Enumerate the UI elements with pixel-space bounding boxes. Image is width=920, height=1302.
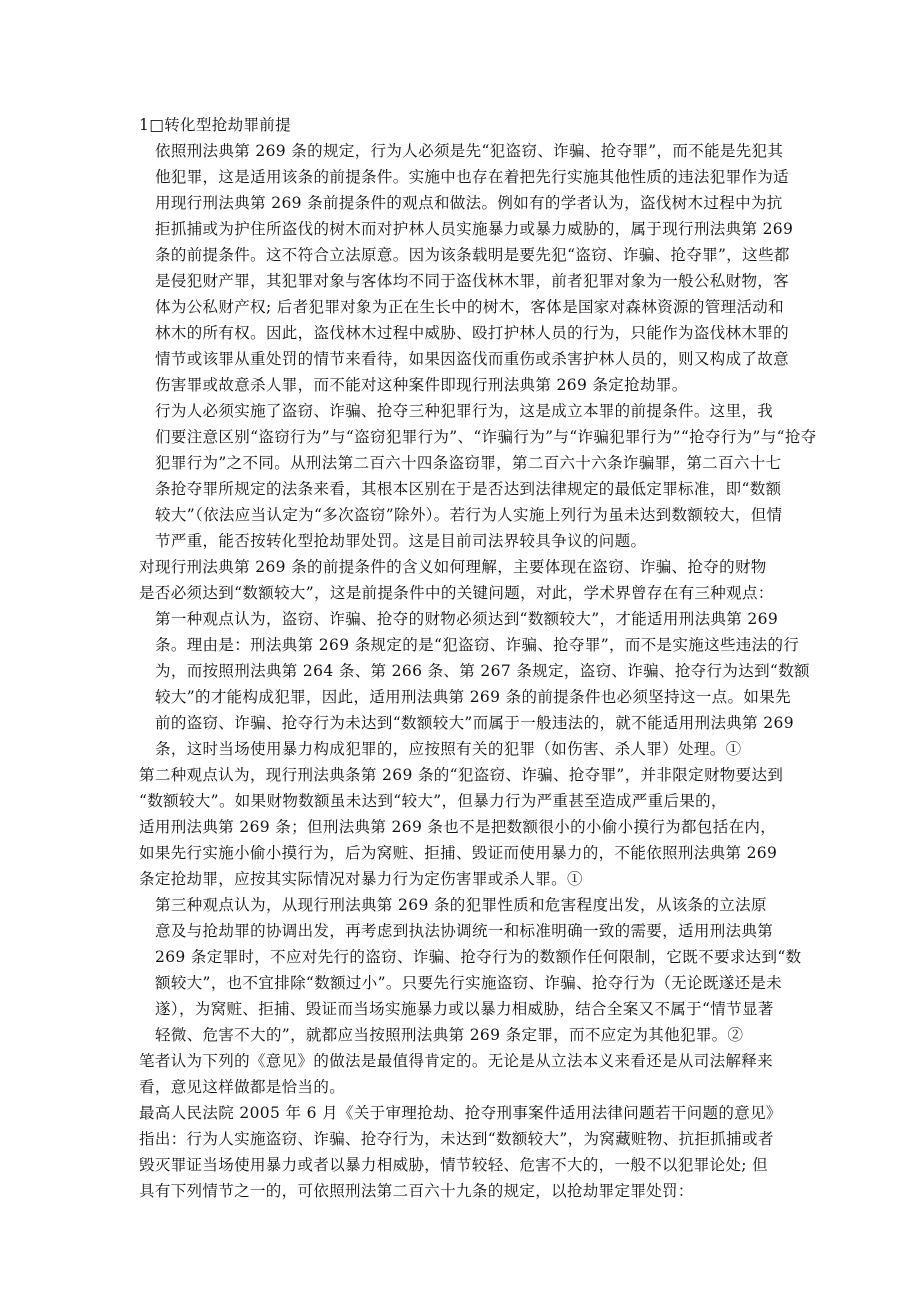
- text-line: 拒抓捕或为护住所盗伐的树木而对护林人员实施暴力或暴力威胁的，属于现行刑法典第 269: [155, 220, 794, 238]
- text-line: 第二种观点认为，现行刑法典条第 269 条的“犯盗窃、诈骗、抢夺罪”，并非限定财物要达到: [139, 766, 784, 784]
- text-line: 269 条定罪时，不应对先行的盗窃、诈骗、抢夺行为的数额作任何限制，它既不要求达到“数: [155, 948, 802, 966]
- text-line: 第一种观点认为，盗窃、诈骗、抢夺的财物必须达到“数额较大”，才能适用刑法典第 269: [155, 610, 779, 628]
- text-line: 意及与抢劫罪的协调出发，再考虑到执法协调统一和标准明确一致的需要，适用刑法典第: [155, 922, 774, 940]
- text-line: 是侵犯财产罪，其犯罪对象与客体均不同于盗伐林木罪，前者犯罪对象为一般公私财物，客: [155, 272, 790, 290]
- text-line: 最高人民法院 2005 年 6 月《关于审理抢劫、抢夺刑事案件适用法律问题若干问题的意见》: [139, 1104, 782, 1122]
- text-line: 条，这时当场使用暴力构成犯罪的，应按照有关的犯罪（如伤害、杀人罪）处理。①: [155, 740, 742, 758]
- paragraph: [139, 398, 817, 554]
- text-line: 依照刑法典第 269 条的规定，行为人必须是先“犯盗窃、诈骗、抢夺罪”，而不能是先犯其: [155, 142, 784, 160]
- text-line: 条的前提条件。这不符合立法原意。因为该条载明是要先犯“盗窃、诈骗、抢夺罪”，这些都: [155, 246, 790, 264]
- paragraph: [139, 892, 802, 1048]
- text-line: “数额较大”。如果财物数额虽未达到“较大”，但暴力行为严重甚至造成严重后果的，: [139, 792, 727, 810]
- text-line: 毁灭罪证当场使用暴力或者以暴力相威胁，情节较轻、危害不大的，一般不以犯罪论处; 但: [139, 1156, 769, 1174]
- text-line: 情节或该罪从重处罚的情节来看待，如果因盗伐而重伤或杀害护林人员的，则又构成了故意: [155, 350, 790, 368]
- text-line: 为，而按照刑法典第 264 条、第 266 条、第 267 条规定，盗窃、诈骗、抢夺行为达到“数额: [155, 662, 810, 680]
- text-line: 具有下列情节之一的，可依照刑法第二百六十九条的规定，以抢劫罪定罪处罚：: [139, 1182, 694, 1200]
- paragraph: [139, 762, 787, 892]
- text-line: 指出：行为人实施盗窃、诈骗、抢夺行为，未达到“数额较大”，为窝藏赃物、抗拒抓捕或者: [139, 1130, 774, 1148]
- paragraph: [139, 1048, 787, 1100]
- text-line: 行为人必须实施了盗窃、诈骗、抢夺三种犯罪行为，这是成立本罪的前提条件。这里，我: [155, 402, 774, 420]
- text-line: 笔者认为下列的《意见》的做法是最值得肯定的。无论是从立法本义来看还是从司法解释来: [139, 1052, 774, 1070]
- text-line: 前的盗窃、诈骗、抢夺行为未达到“数额较大”而属于一般违法的，就不能适用刑法典第 269: [155, 714, 794, 732]
- paragraph: [139, 606, 810, 762]
- text-line: 第三种观点认为，从现行刑法典第 269 条的犯罪性质和危害程度出发，从该条的立法原: [155, 896, 767, 914]
- text-line: 看，意见这样做都是恰当的。: [139, 1078, 346, 1096]
- text-line: 是否必须达到“数额较大”，这是前提条件中的关键问题，对此，学术界曾存在有三种观点：: [139, 584, 774, 602]
- text-line: 对现行刑法典第 269 条的前提条件的含义如何理解，主要体现在盗窃、诈骗、抢夺的财物: [139, 558, 767, 576]
- text-line: 额较大”，也不宜排除“数额过小”。只要先行实施盗窃、诈骗、抢夺行为（无论既遂还是未: [155, 974, 783, 992]
- text-line: 条抢夺罪所规定的法条来看，其根本区别在于是否达到法律规定的最低定罪标准，即“数额: [155, 480, 782, 498]
- text-line: 他犯罪，这是适用该条的前提条件。实施中也存在着把先行实施其他性质的违法犯罪作为适: [155, 168, 790, 186]
- text-line: 体为公私财产权; 后者犯罪对象为正在生长中的树木，客体是国家对森林资源的管理活动和: [155, 298, 785, 316]
- paragraph: [139, 138, 794, 398]
- text-line: 们要注意区别“盗窃行为”与“盗窃犯罪行为”、“诈骗行为”与“诈骗犯罪行为”“抢夺行为”与“抢夺: [155, 428, 817, 446]
- text-line: 伤害罪或故意杀人罪，而不能对这种案件即现行刑法典第 269 条定抢劫罪。: [155, 376, 688, 394]
- paragraph: [139, 554, 787, 606]
- text-line: 林木的所有权。因此，盗伐林木过程中威胁、殴打护林人员的行为，只能作为盗伐林木罪的: [155, 324, 790, 342]
- text-line: 适用刑法典第 269 条；但刑法典第 269 条也不是把数额很小的小偷小摸行为都包括在内，: [139, 818, 777, 836]
- document-page: [139, 112, 817, 1204]
- text-line: 用现行刑法典第 269 条前提条件的观点和做法。例如有的学者认为，盗伐树木过程中为抗: [155, 194, 783, 212]
- text-line: 条。理由是：刑法典第 269 条规定的是“犯盗窃、诈骗、抢夺罪”，而不是实施这些违法的行: [155, 636, 800, 654]
- text-line: 节严重，能否按转化型抢劫罪处罚。这是目前司法界较具争议的问题。: [155, 532, 647, 550]
- document-body: [139, 138, 817, 1204]
- paragraph: [139, 1100, 787, 1204]
- text-line: 轻微、危害不大的”，就都应当按照刑法典第 269 条定罪，而不应定为其他犯罪。②: [155, 1026, 744, 1044]
- text-line: 较大”的才能构成犯罪，因此，适用刑法典第 269 条的前提条件也必须坚持这一点。如果先: [155, 688, 791, 706]
- section-heading: 1□转化型抢劫罪前提: [139, 116, 292, 134]
- text-line: 遂），为窝赃、拒捕、毁证而当场实施暴力或以暴力相威胁，结合全案又不属于“情节显著: [155, 1000, 774, 1018]
- text-line: 条定抢劫罪，应按其实际情况对暴力行为定伤害罪或杀人罪。①: [139, 870, 583, 888]
- text-line: 较大”（依法应当认定为“多次盗窃”除外）。若行为人实施上列行为虽未达到数额较大，但情: [155, 506, 783, 524]
- text-line: 犯罪行为”之不同。从刑法第二百六十四条盗窃罪，第二百六十六条诈骗罪，第二百六十七: [155, 454, 782, 472]
- text-line: 如果先行实施小偷小摸行为，后为窝赃、拒捕、毁证而使用暴力的，不能依照刑法典第 269: [139, 844, 778, 862]
